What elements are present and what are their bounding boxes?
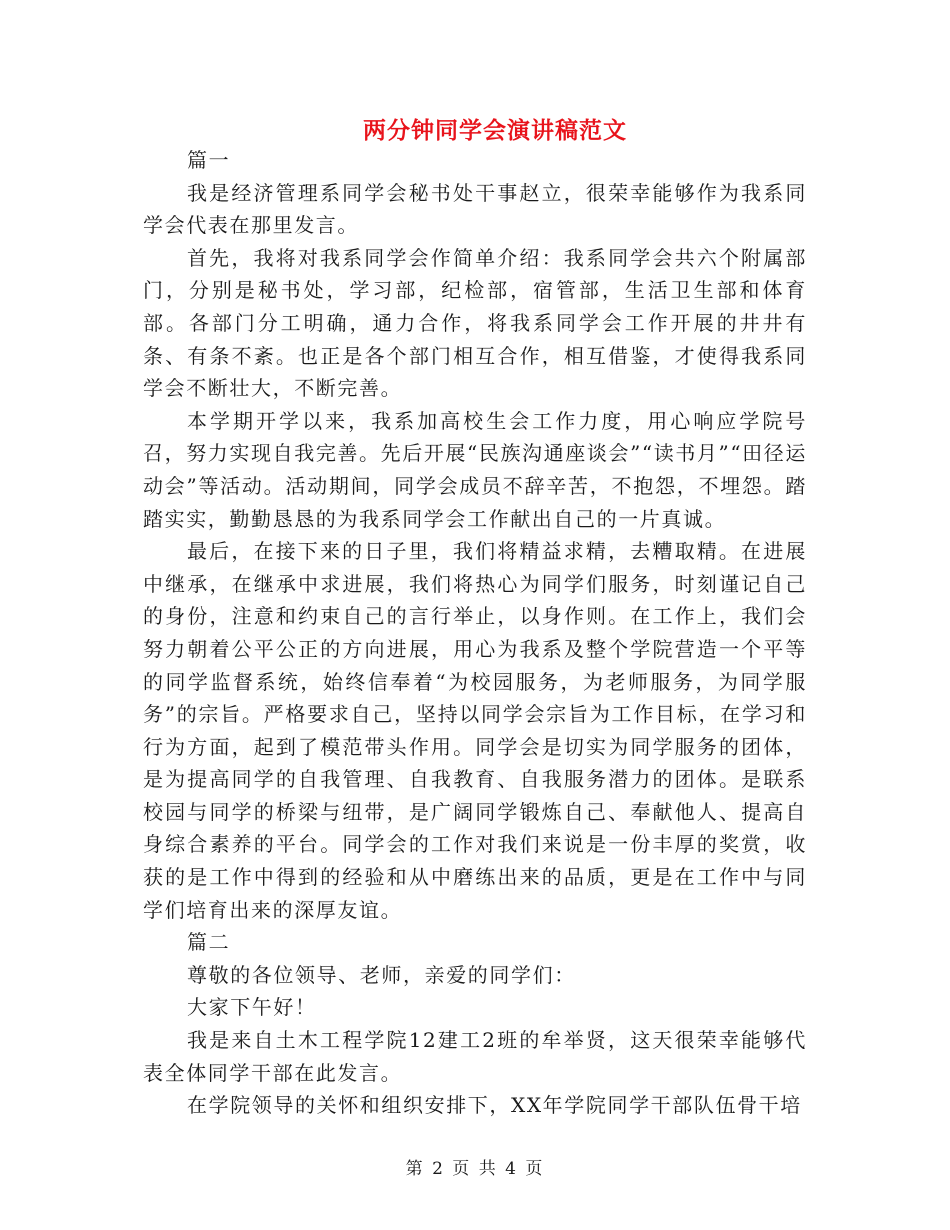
paragraph: 尊敬的各位领导、老师，亲爱的同学们： bbox=[187, 962, 576, 987]
paragraph: 大家下午好！ bbox=[187, 995, 317, 1020]
paragraph: 首先，我将对我系同学会作简单介绍：我系同学会共六个附属部门，分别是秘书处，学习部，纪检部，宿管部，生活卫生部和体育部。各部门分工明确，通力合作，将我系同学会工作开展的井井有条、有条不紊。也正是各个部门相互合作，相互借鉴，才使得我系同学会不断壮大，不断完善。 bbox=[143, 245, 807, 401]
section-heading: 篇一 bbox=[187, 148, 231, 172]
paragraph: 本学期开学以来，我系加高校生会工作力度，用心响应学院号召，努力实现自我完善。先后开展“民族沟通座谈会”“读书月”“田径运动会”等活动。活动期间，同学会成员不辞辛苦，不抱怨，不埋怨。踏踏实实，勤勤恳恳的为我系同学会工作献出自己的一片真诚。 bbox=[143, 408, 807, 531]
section-heading: 篇二 bbox=[187, 930, 231, 955]
paragraph: 我是经济管理系同学会秘书处干事赵立，很荣幸能够作为我系同学会代表在那里发言。 bbox=[143, 180, 807, 238]
paragraph: 最后，在接下来的日子里，我们将精益求精，去糟取精。在进展中继承，在继承中求进展，我们将热心为同学们服务，时刻谨记自己的身份，注意和约束自己的言行举止，以身作则。在工作上，我们会努力朝着公平公正的方向进展，用心为我系及整个学院营造一个平等的同学监督系统，始终信奉着“为校园服务，为老师服务，为同学服务”的宗旨。严格要求自己，坚持以同学会宗旨为工作目标，在学习和行为方面，起到了模范带头作用。同学会是切实为同学服务的团体，是为提高同学的自我管理、自我教育、自我服务潜力的团体。是联系校园与同学的桥梁与纽带，是广阔同学锻炼自己、奉献他人、提高自身综合素养的平台。同学会的工作对我们来说是一份丰厚的奖赏，收获的是工作中得到的经验和从中磨练出来的品质，更是在工作中与同学们培育出来的深厚友谊。 bbox=[143, 539, 807, 922]
paragraph: 我是来自土木工程学院12建工2班的牟举贤，这天很荣幸能够代表全体同学干部在此发言。 bbox=[143, 1028, 807, 1085]
document-title: 两分钟同学会演讲稿范文 bbox=[363, 117, 627, 144]
document-body bbox=[143, 144, 807, 1122]
page-number-footer: 第 2 页 共 4 页 bbox=[405, 1159, 545, 1179]
paragraph: 在学院领导的关怀和组织安排下，XX年学院同学干部队伍骨干培 bbox=[187, 1093, 802, 1118]
